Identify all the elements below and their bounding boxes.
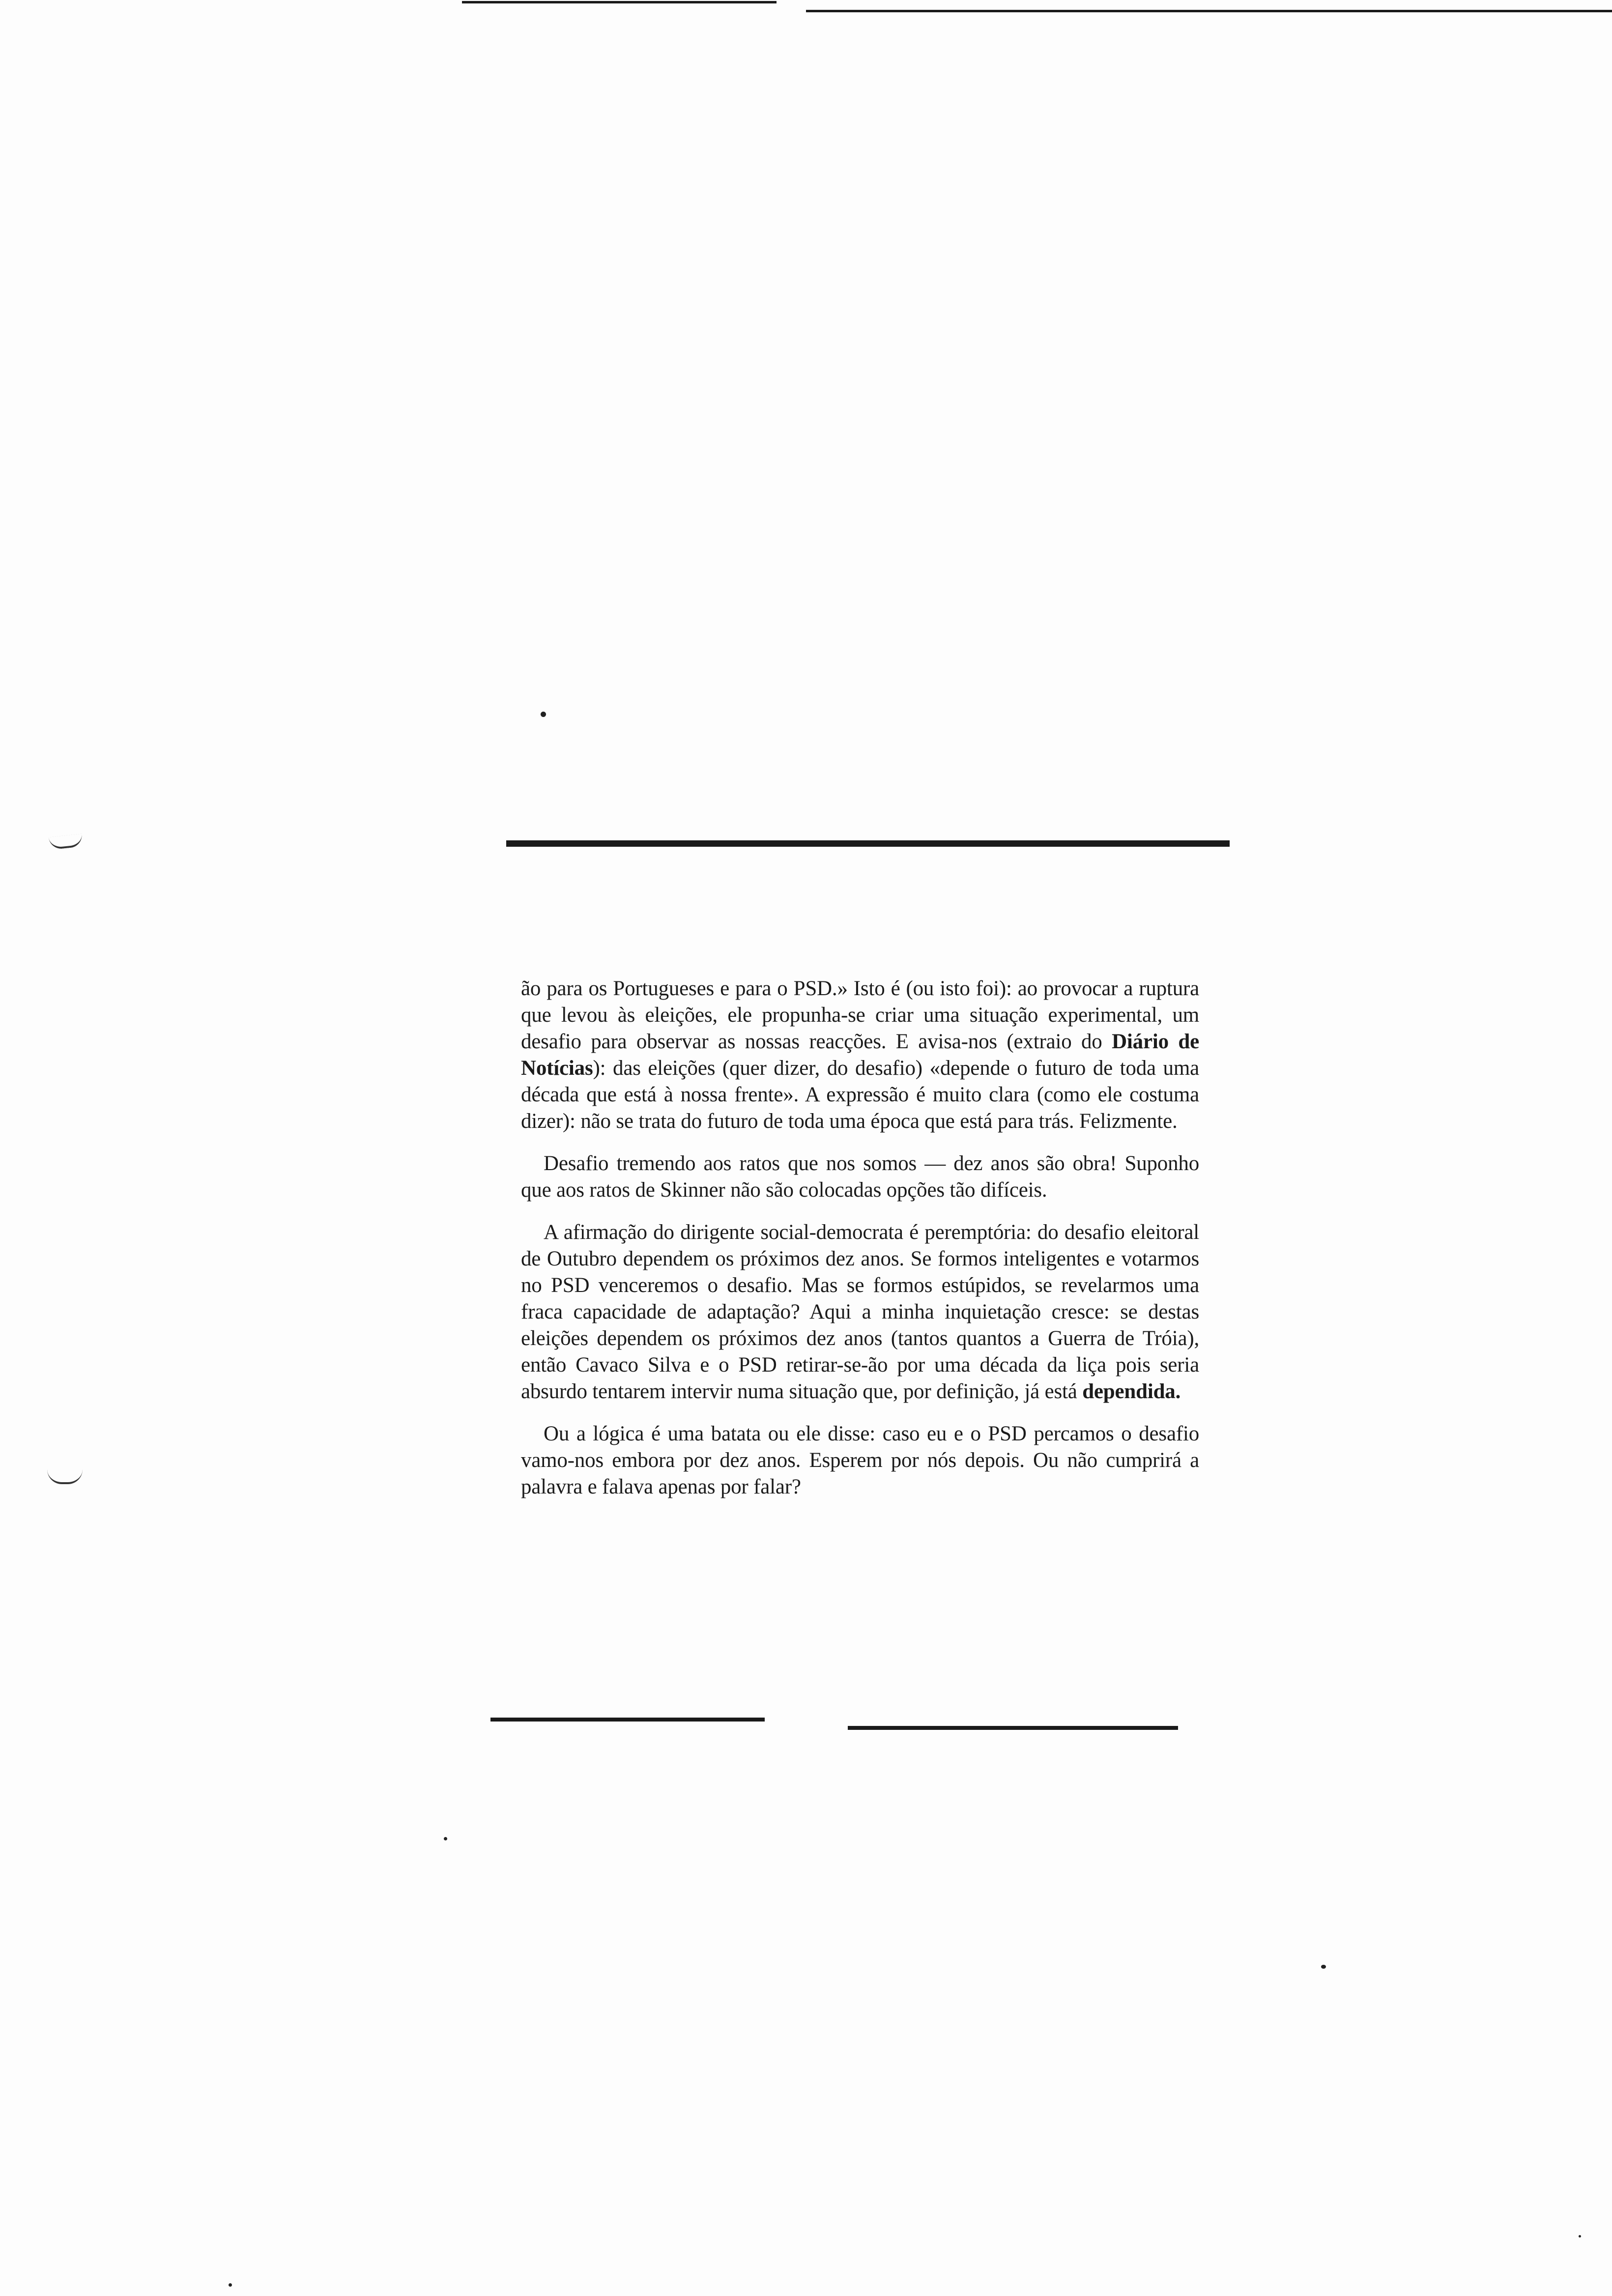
scan-speck — [229, 2283, 232, 2287]
article-paragraph: Desafio tremendo aos ratos que nos somos — dez anos são obra! Suponho que aos ratos de Skinner não são colocadas opções tão difíceis. — [521, 1152, 1199, 1202]
binder-hole-mark-bottom — [47, 1469, 83, 1484]
scan-speck — [541, 712, 546, 717]
article-paragraph — [521, 1219, 1199, 1405]
newspaper-name: Diário de Notícias — [521, 1030, 1199, 1080]
scan-speck — [444, 1837, 447, 1840]
article-paragraph: Ou a lógica é uma batata ou ele disse: caso eu e o PSD percamos o desafio vamo-nos embora por dez anos. Esperem por nós depois. Ou não cumprirá a palavra e falava apenas por falar? — [521, 1422, 1199, 1498]
emphasized-word: dependida. — [1082, 1380, 1181, 1403]
article-header-rule — [506, 840, 1230, 847]
article-paragraph-text: ão para os Portugueses e para o PSD.» Isto é (ou isto foi): ao provocar a ruptura que levou às eleições, ele propunha-se criar uma situação experimental, um desafio para observar as nossas reacções. E avisa-nos (extraio do — [521, 977, 1199, 1053]
scan-speck — [1321, 1965, 1326, 1969]
top-border-line-right — [806, 10, 1612, 12]
scan-speck — [1579, 2235, 1581, 2238]
top-border-line-left — [462, 1, 777, 3]
article-paragraph — [521, 976, 1199, 1135]
article-column — [521, 976, 1199, 1516]
article-paragraph-text: A afirmação do dirigente social-democrata é peremptória: do desafio eleitoral de Outubro dependem os próximos dez anos. Se formos inteligentes e votarmos no PSD venceremos o desafio. Mas se formos estúpidos, se revelarmos uma fraca capacidade de adaptação? Aqui a minha inquietação cresce: se destas eleições dependem os próximos dez anos (tantos quantos a Guerra de Tróia), então Cavaco Silva e o PSD retirar-se-ão por uma década da liça pois seria absurdo tentarem intervir numa situação que, por definição, já está — [521, 1221, 1199, 1403]
binder-hole-mark-top — [49, 834, 83, 850]
article-paragraph-text: ): das eleições (quer dizer, do desafio) «depende o futuro de toda uma década que está à nossa frente». A expressão é muito clara (como ele costuma dizer): não se trata do futuro de toda uma época que está para trás. Felizmente. — [521, 1057, 1199, 1133]
article-footer-rule-right — [848, 1726, 1178, 1730]
article-footer-rule-left — [490, 1718, 765, 1722]
